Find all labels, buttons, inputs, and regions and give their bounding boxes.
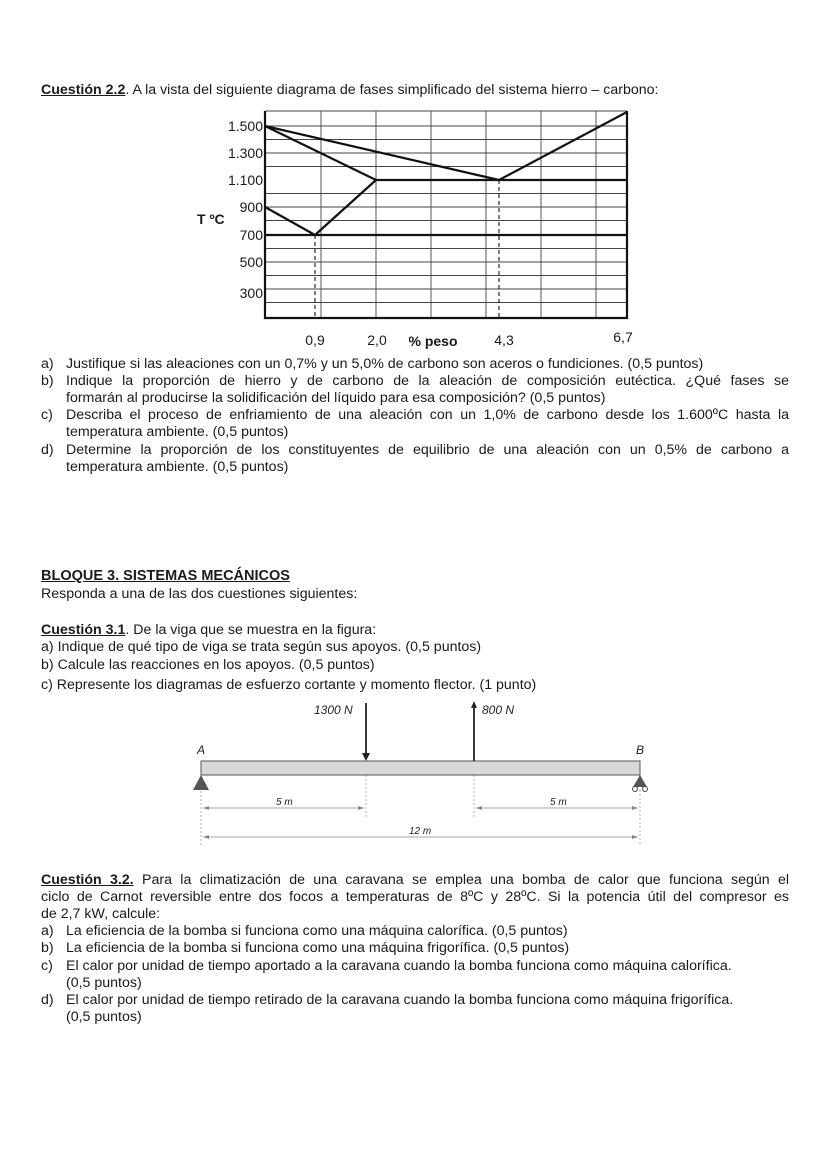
svg-text:700: 700 <box>239 227 263 243</box>
y-tick-labels <box>228 118 263 301</box>
q32-item-c-cont: (0,5 puntos) <box>66 975 142 991</box>
dim-left-label: 5 m <box>276 797 293 808</box>
phase-diagram-chart <box>190 105 650 355</box>
q22-item-c-cont: temperatura ambiente. (0,5 puntos) <box>66 424 289 440</box>
svg-text:300: 300 <box>239 285 263 301</box>
q31-item-c: c) Represente los diagramas de esfuerzo cortante y momento flector. (1 punto) <box>41 677 537 693</box>
beam-diagram <box>180 695 660 850</box>
q32-item-d-cont: (0,5 puntos) <box>66 1009 142 1025</box>
q32-intro-line-2: ciclo de Carnot reversible entre dos focos a temperaturas de 8ºC y 28ºC. Si la potencia útil del compresor es <box>41 889 789 905</box>
svg-text:0,9: 0,9 <box>305 332 325 348</box>
q31-heading <box>41 622 376 638</box>
q22-intro: . A la vista del siguiente diagrama de fases simplificado del sistema hierro – carbono: <box>125 82 659 98</box>
x-axis-label: % peso <box>408 333 458 349</box>
dim-total-label: 12 m <box>409 826 432 837</box>
q22-item-c: c) Describa el proceso de enfriamiento de una aleación con un 1,0% de carbono desde los 1.600ºC hasta la <box>41 407 789 423</box>
pin-support-a-icon <box>193 775 209 790</box>
q22-item-d: d) Determine la proporción de los constituyentes de equilibrio de una aleación con un 0,5% de carbono a <box>41 442 789 458</box>
a3-acm-line <box>265 180 376 235</box>
q32-intro-line-3: de 2,7 kW, calcule: <box>41 906 161 922</box>
q32-title: Cuestión 3.2. <box>41 872 134 888</box>
q22-item-d-cont: temperatura ambiente. (0,5 puntos) <box>66 459 289 475</box>
q32-intro-line-1: Cuestión 3.2. Para la climatización de una caravana se emplea una bomba de calor que funciona según el <box>41 872 789 888</box>
phase-lines <box>265 112 627 235</box>
svg-text:900: 900 <box>239 199 263 215</box>
roller-support-b-icon <box>633 775 647 787</box>
q32-item-b: b) La eficiencia de la bomba si funciona como una máquina frigorífica. (0,5 puntos) <box>41 940 570 956</box>
q31-title: Cuestión 3.1 <box>41 622 126 638</box>
bloque3-title: BLOQUE 3. SISTEMAS MECÁNICOS <box>41 568 290 584</box>
q32-item-a: a) La eficiencia de la bomba si funciona como una máquina calorífica. (0,5 puntos) <box>41 923 568 939</box>
load-up-label: 800 N <box>482 703 515 717</box>
q22-item-b: b) Indique la proporción de hierro y de carbono de la aleación de composición eutéctica. ¿Qué fases se <box>41 373 789 389</box>
q31-item-b: b) Calcule las reacciones en los apoyos. (0,5 puntos) <box>41 657 375 673</box>
svg-text:1.500: 1.500 <box>227 118 263 134</box>
beam-body <box>201 761 640 775</box>
q22-item-a: a) Justifique si las aleaciones con un 0,7% y un 5,0% de carbono son aceros o fundiciones. (0,5 puntos) <box>41 356 704 372</box>
svg-text:6,7: 6,7 <box>613 329 633 345</box>
q32-item-d: d) El calor por unidad de tiempo retirado de la caravana cuando la bomba funciona como máquina frigorífica. <box>41 992 734 1008</box>
liquidus-line <box>265 112 627 180</box>
q22-heading <box>41 82 658 98</box>
svg-text:500: 500 <box>239 254 263 270</box>
q22-item-b-cont: formarán al producirse la solidificación del líquido para esa composición? (0,5 puntos) <box>66 390 606 406</box>
support-a-label: A <box>197 743 206 757</box>
chart-grid-vertical <box>321 111 596 318</box>
y-axis-label: T ºC <box>197 211 225 227</box>
q31-intro: . De la viga que se muestra en la figura: <box>125 622 377 638</box>
svg-text:1.100: 1.100 <box>227 172 263 188</box>
q22-title: Cuestión 2.2 <box>41 82 126 98</box>
q32-item-c: c) El calor por unidad de tiempo aportado a la caravana cuando la bomba funciona como máquina calorífica. <box>41 958 732 974</box>
load-down-label: 1300 N <box>314 703 353 717</box>
svg-text:4,3: 4,3 <box>494 332 514 348</box>
support-b-label: B <box>636 743 645 757</box>
x-tick-labels <box>305 329 633 348</box>
svg-text:2,0: 2,0 <box>367 332 387 348</box>
q31-item-a: a) Indique de qué tipo de viga se trata según sus apoyos. (0,5 puntos) <box>41 639 482 655</box>
bloque3-subtitle: Responda a una de las dos cuestiones siguientes: <box>41 586 358 602</box>
dim-right-label: 5 m <box>550 797 567 808</box>
svg-text:1.300: 1.300 <box>227 145 263 161</box>
